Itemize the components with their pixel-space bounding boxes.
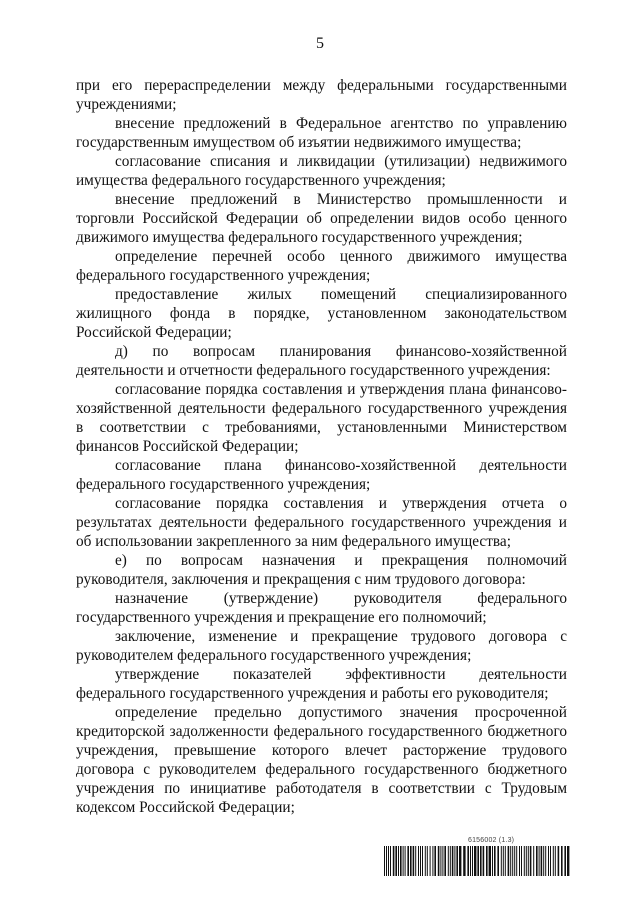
page-number: 5 — [316, 35, 324, 52]
barcode-code: 6156002 (1.3) — [468, 837, 515, 844]
paragraph: согласование порядка составления и утверждения отчета о результатах деятельности федерального государственного учреждения и об использовании закрепленного за ним федерального имущества; — [76, 495, 567, 550]
barcode-image — [384, 846, 570, 876]
paragraph: утверждение показателей эффективности деятельности федерального государственного учреждения и работы его руководителя; — [76, 666, 567, 702]
paragraph: внесение предложений в Федеральное агентство по управлению государственным имуществом об изъятии недвижимого имущества; — [76, 115, 567, 151]
body-text — [76, 76, 567, 817]
paragraph: согласование плана финансово-хозяйственной деятельности федерального государственного учреждения; — [76, 457, 567, 493]
paragraph-section-d: д) по вопросам планирования финансово-хозяйственной деятельности и отчетности федерального государственного учреждения: — [76, 343, 567, 379]
paragraph: согласование списания и ликвидации (утилизации) недвижимого имущества федерального государственного учреждения; — [76, 153, 567, 189]
paragraph-continuation: при его перераспределении между федеральными государственными учреждениями; — [76, 77, 567, 113]
paragraph-section-e: е) по вопросам назначения и прекращения полномочий руководителя, заключения и прекращения с ним трудового договора: — [76, 552, 567, 588]
paragraph: определение предельно допустимого значения просроченной кредиторской задолженности федерального государственного бюджетного учреждения, превышение которого влечет расторжение трудового договора с руководителем федерального государственного бюджетного учреждения по инициативе работодателя в соответствии с Трудовым кодексом Российской Федерации; — [76, 704, 567, 816]
paragraph: назначение (утверждение) руководителя федерального государственного учреждения и прекращение его полномочий; — [76, 590, 567, 626]
paragraph: согласование порядка составления и утверждения плана финансово-хозяйственной деятельности федерального государственного учреждения в соответствии с требованиями, установленными Министерством финансов Российской Федерации; — [76, 381, 567, 455]
paragraph: внесение предложений в Министерство промышленности и торговли Российской Федерации об определении видов особо ценного движимого имущества федерального государственного учреждения; — [76, 191, 567, 246]
paragraph: предоставление жилых помещений специализированного жилищного фонда в порядке, установленном законодательством Российской Федерации; — [76, 286, 567, 341]
paragraph: заключение, изменение и прекращение трудового договора с руководителем федерального государственного учреждения; — [76, 628, 567, 664]
paragraph: определение перечней особо ценного движимого имущества федерального государственного учреждения; — [76, 248, 567, 284]
barcode-block — [384, 836, 570, 876]
